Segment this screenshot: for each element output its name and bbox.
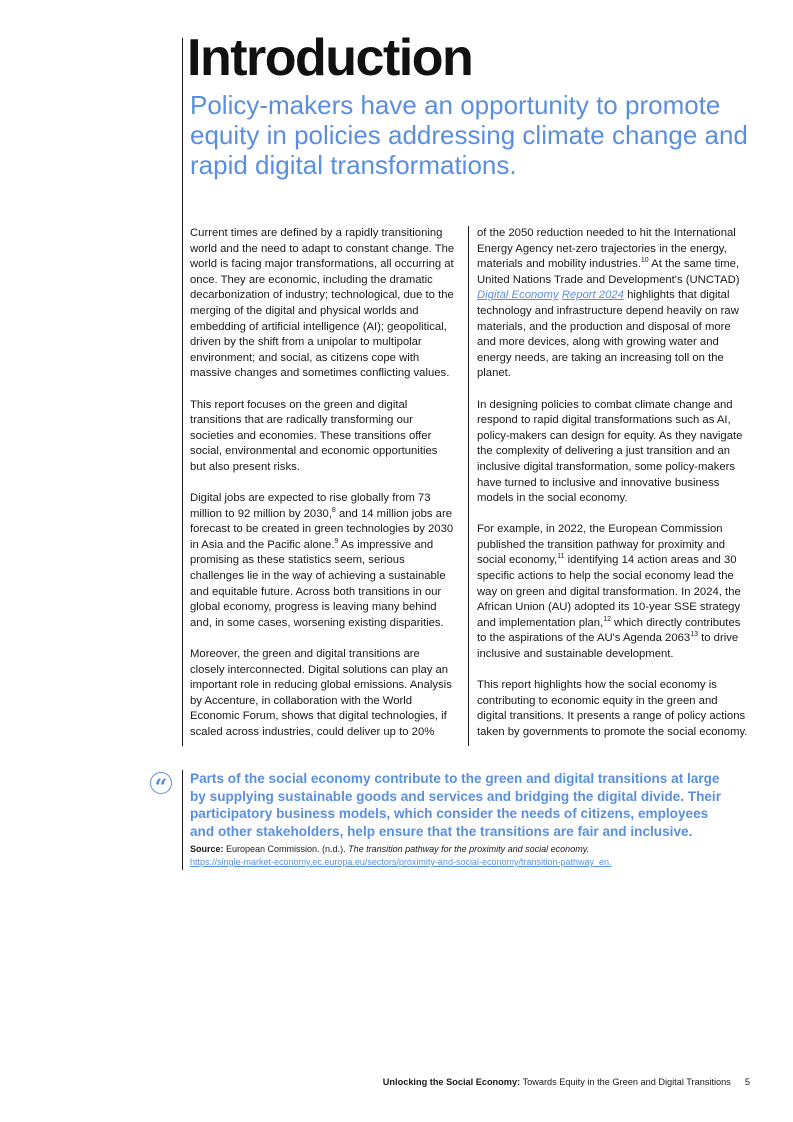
left-column — [190, 226, 455, 741]
right-paragraph-4: This report highlights how the social economy is contributing to economic equity in the green and digital transitions. It presents a range of policy actions taken by governments to promote the social economy. — [477, 679, 748, 738]
footnote-ref-13[interactable]: 13 — [690, 631, 698, 639]
quote-rule — [182, 770, 183, 870]
text-run: highlights that digital technology and infrastructure depend heavily on raw materials, and the production and disposal of more and more devices, along with growing water and energy needs, are taking an increasing toll on the planet. — [477, 289, 739, 380]
text-run: Digital jobs are expected to rise globally from 73 million to 92 million by 2030, — [190, 492, 431, 520]
footnote-ref-8[interactable]: 8 — [331, 506, 336, 514]
left-paragraph-4: Moreover, the green and digital transitions are closely interconnected. Digital solutions can play an important role in reducing global emissions. Analysis by Accenture, in collaboration with the World Economic Forum, shows that digital technologies, if scaled across industries, could deliver up to 20% — [190, 648, 452, 738]
text-run: and 14 million jobs are forecast to be created in green technologies by 2030 in Asia and the Pacific alone. — [190, 507, 454, 551]
text-run: identifying 14 action areas and 30 specific actions to help the social economy lead the way on green and digital transformation. In 2024, the African Union (AU) adopted its 10-year SSE strategy and implementation plan, — [477, 554, 741, 629]
left-paragraph-2: This report focuses on the green and digital transitions that are radically transforming our societies and economies. These transitions offer social, environmental and economic opportunities but also present risks. — [190, 398, 438, 473]
footnote-ref-10[interactable]: 10 — [640, 257, 649, 265]
text-run: As impressive and promising as these statistics seem, serious challenges lie in the way of achieving a sustainable and equitable future. Across both transitions in our global economy, progress is leaving many behind and, in some cases, worsening existing disparities. — [190, 538, 446, 629]
page-footer — [320, 1077, 750, 1087]
page-title: Introduction — [187, 29, 473, 87]
quote-mark-icon: “ — [150, 772, 172, 794]
source-label: Source: — [190, 844, 224, 854]
quote-source — [190, 843, 730, 869]
text-run: which directly contributes to the aspirations of the AU's Agenda 2063 — [477, 616, 741, 645]
source-url-link[interactable]: https://single-market-economy.ec.europa.eu/sectors/proximity-and-social-economy/transition-pathway_en. — [190, 857, 612, 867]
column-divider — [468, 226, 469, 746]
left-paragraph-1: Current times are defined by a rapidly transitioning world and the need to adapt to constant change. The world is facing major transformations, all occurring at once. They are economic, including the dramatic decarbonization of industry; technological, due to the merging of the digital and physical worlds and embedding of artificial intelligence (AI); geopolitical, driven by the shift from a unipolar to multipolar environment; and social, as citizens cope with massive changes and sometimes conflicting values. — [190, 227, 455, 380]
right-paragraph-2: In designing policies to combat climate change and respond to rapid digital transformations such as AI, policy-makers can design for equity. As they navigate the complexity of delivering a just transition and an inclusive digital transformation, some policy-makers have turned to inclusive and innovative business models in the social economy. — [477, 398, 743, 505]
pull-quote: Parts of the social economy contribute to the green and digital transitions at large by supplying sustainable goods and services and bridging the digital divide. Their participatory business models, which consider the needs of citizens, employees and other stakeholders, help ensure that the transitions are fair and inclusive. — [190, 771, 721, 839]
text-run: At the same time, United Nations Trade and Development's (UNCTAD) — [477, 258, 740, 286]
page-subtitle: Policy-makers have an opportunity to promote equity in policies addressing climate change and rapid digital transformations. — [190, 90, 748, 180]
text-run: For example, in 2022, the European Commission published the transition pathway for proximity and social economy, — [477, 523, 726, 567]
right-paragraph-3 — [477, 522, 749, 662]
footer-report-name: Unlocking the Social Economy: — [382, 1077, 521, 1087]
title-rule — [182, 38, 183, 746]
page-number: 5 — [744, 1077, 750, 1087]
right-paragraph-1 — [477, 226, 749, 382]
source-author: European Commission. (n.d.). — [223, 844, 349, 854]
left-paragraph-3 — [190, 491, 455, 631]
footnote-ref-11[interactable]: 11 — [557, 553, 565, 561]
footnote-ref-12[interactable]: 12 — [603, 616, 612, 624]
report-2024-link[interactable]: Report 2024 — [561, 289, 624, 302]
right-column — [477, 226, 749, 741]
source-title: The transition pathway for the proximity and social economy. — [348, 844, 590, 854]
footer-report-subtitle: Towards Equity in the Green and Digital Transitions — [520, 1077, 731, 1087]
footnote-ref-9[interactable]: 9 — [334, 538, 339, 546]
text-run: of the 2050 reduction needed to hit the International Energy Agency net-zero trajectories in the energy, materials and mobility industries. — [477, 227, 736, 271]
text-run: to drive inclusive and sustainable development. — [477, 632, 739, 661]
digital-economy-link[interactable]: Digital Economy — [477, 289, 559, 302]
